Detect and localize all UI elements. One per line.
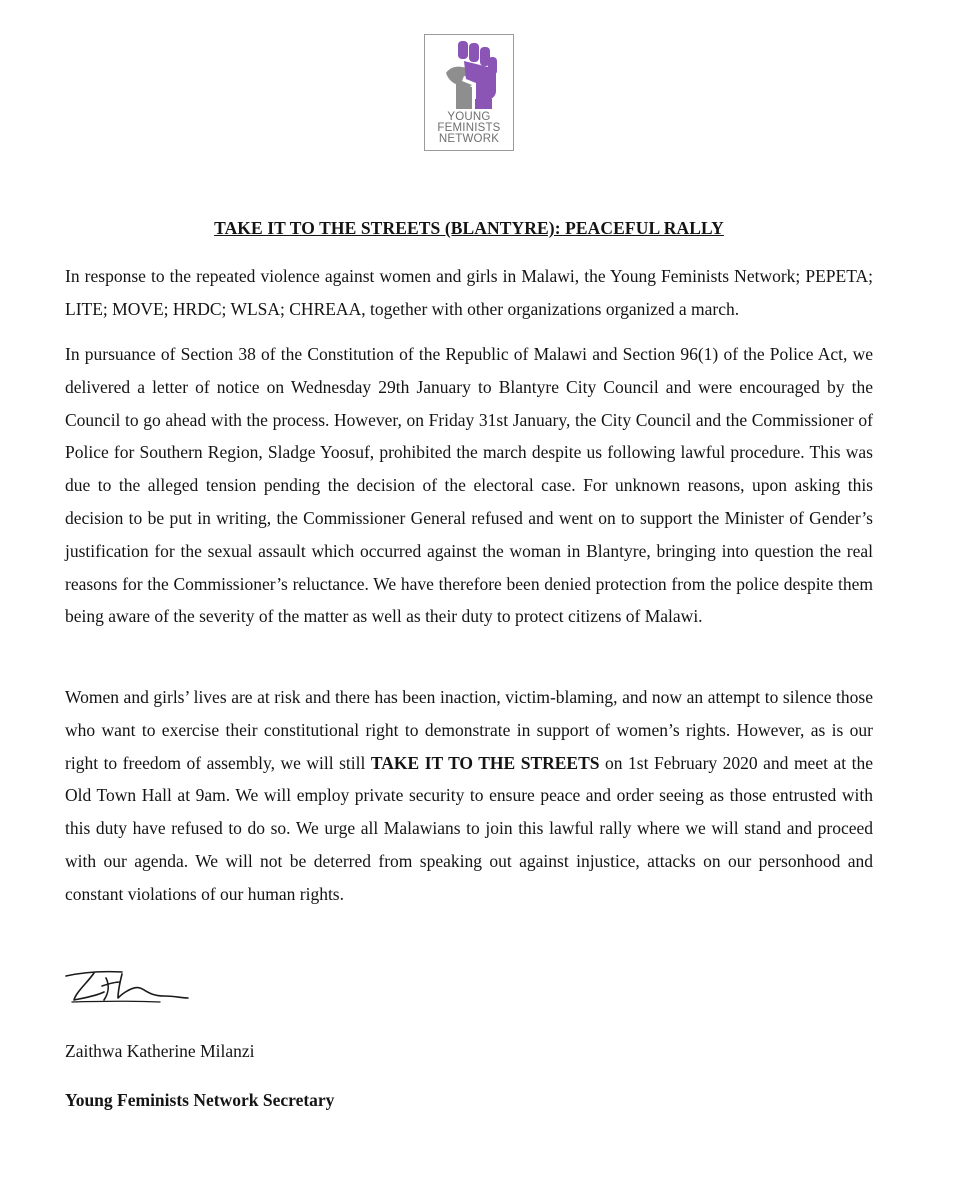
paragraph-call-to-action-part2: on 1st February 2020 and meet at the Old Town Hall at 9am. We will employ private security to ensure peace and order seeing as those entrusted with this duty have refused to do so. We urge all Malawians to join this lawful rally where we will stand and proceed with our agenda. We will not be deterred from speaking out against injustice, attacks on our personhood and constant violations of our human rights. (65, 752, 873, 904)
paragraph-call-to-action (65, 681, 873, 911)
signer-role: Young Feminists Network Secretary (65, 1090, 335, 1110)
paragraph-background: In pursuance of Section 38 of the Constitution of the Republic of Malawi and Section 96(1) of the Police Act, we delivered a letter of notice on Wednesday 29th January to Blantyre City Council and were encouraged by the Council to go ahead with the process. However, on Friday 31st January, the City Council and the Commissioner of Police for Southern Region, Sladge Yoosuf, prohibited the march despite us following lawful procedure. This was due to the alleged tension pending the decision of the electoral case. For unknown reasons, upon asking this decision to be put in writing, the Commissioner General refused and went on to support the Minister of Gender’s justification for the sexual assault which occurred against the woman in Blantyre, bringing into question the real reasons for the Commissioner’s reluctance. We have therefore been denied protection from the police despite them being aware of the severity of the matter as well as their duty to protect citizens of Malawi. (65, 344, 873, 627)
handwritten-signature (64, 968, 192, 1008)
paragraph-call-to-action-part1: Women and girls’ lives are at risk and there has been inaction, victim-blaming, and now an attempt to silence those who want to exercise their constitutional right to demonstrate in support of women’s rights. However, as is our right to freedom of assembly, we will still (65, 687, 873, 773)
raised-fist-icon (442, 39, 500, 109)
document-title: TAKE IT TO THE STREETS (BLANTYRE): PEACEFUL RALLY (214, 218, 724, 238)
rally-slogan: TAKE IT TO THE STREETS (370, 752, 600, 773)
logo-text-feminists: FEMINISTS (437, 122, 501, 134)
signer-name: Zaithwa Katherine Milanzi (65, 1041, 255, 1061)
logo-text-network: NETWORK (438, 133, 500, 145)
logo-text-young: YOUNG (447, 111, 491, 123)
organization-logo (424, 34, 514, 151)
paragraph-intro: In response to the repeated violence against women and girls in Malawi, the Young Feminists Network; PEPETA; LITE; MOVE; HRDC; WLSA; CHREAA, together with other organizations organized a march. (65, 266, 873, 319)
